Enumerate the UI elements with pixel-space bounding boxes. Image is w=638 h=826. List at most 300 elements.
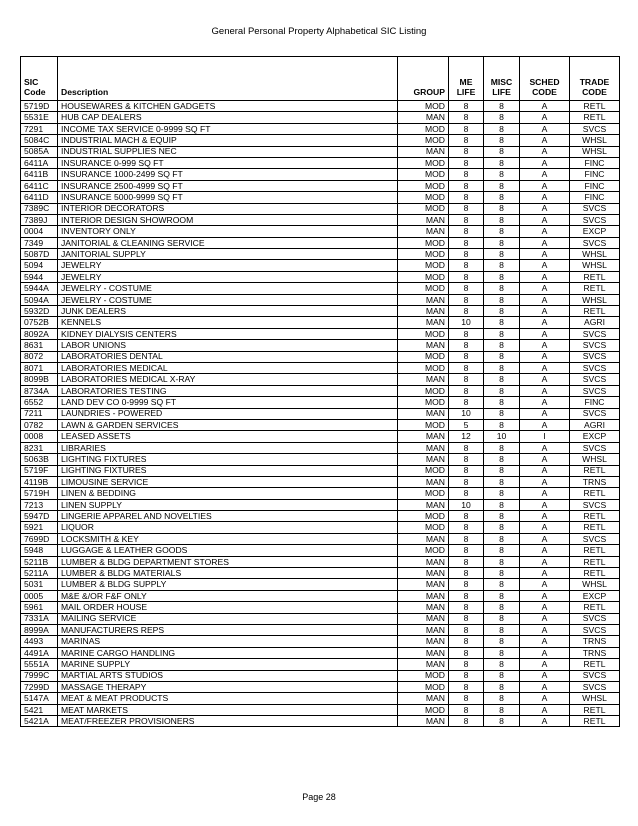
sched-code-cell: A xyxy=(520,351,570,362)
misc-life-cell: 8 xyxy=(484,112,520,123)
misc-life-cell: 8 xyxy=(484,146,520,157)
trade-code-cell: FINC xyxy=(570,180,620,191)
sched-code-cell: A xyxy=(520,659,570,670)
table-row xyxy=(21,146,620,157)
group-cell: MAN xyxy=(398,408,449,419)
group-cell: MOD xyxy=(398,101,449,112)
sic-code-cell: 0782 xyxy=(21,419,58,430)
sched-code-cell: A xyxy=(520,681,570,692)
misc-life-cell: 8 xyxy=(484,568,520,579)
me-life-cell: 8 xyxy=(449,237,484,248)
group-header: GROUP xyxy=(398,57,449,101)
sched-code-cell: A xyxy=(520,522,570,533)
description-cell: LOCKSMITH & KEY xyxy=(58,533,398,544)
trade-code-cell: RETL xyxy=(570,545,620,556)
sched-code-cell: A xyxy=(520,397,570,408)
description-cell: INDUSTRIAL SUPPLIES NEC xyxy=(58,146,398,157)
table-row xyxy=(21,385,620,396)
sic-code-cell: 5944 xyxy=(21,271,58,282)
sched-code-cell: A xyxy=(520,101,570,112)
table-row xyxy=(21,590,620,601)
description-cell: JEWELRY xyxy=(58,271,398,282)
description-cell: MARINAS xyxy=(58,636,398,647)
group-cell: MAN xyxy=(398,317,449,328)
me-life-cell: 8 xyxy=(449,681,484,692)
table-row xyxy=(21,613,620,624)
table-row xyxy=(21,579,620,590)
description-cell: LUMBER & BLDG DEPARTMENT STORES xyxy=(58,556,398,567)
table-row xyxy=(21,476,620,487)
group-cell: MOD xyxy=(398,169,449,180)
sic-code-cell: 5944A xyxy=(21,283,58,294)
me-life-cell: 8 xyxy=(449,169,484,180)
description-cell: MANUFACTURERS REPS xyxy=(58,624,398,635)
me-life-cell: 8 xyxy=(449,214,484,225)
trade-code-cell: RETL xyxy=(570,465,620,476)
trade-code-cell: TRNS xyxy=(570,647,620,658)
me-life-cell: 8 xyxy=(449,636,484,647)
sic-code-cell: 4119B xyxy=(21,476,58,487)
me-life-cell: 8 xyxy=(449,180,484,191)
trade-code-cell: RETL xyxy=(570,101,620,112)
description-cell: INTERIOR DESIGN SHOWROOM xyxy=(58,214,398,225)
description-cell: JEWELRY - COSTUME xyxy=(58,294,398,305)
table-row xyxy=(21,499,620,510)
trade-code-cell: SVCS xyxy=(570,340,620,351)
table-row xyxy=(21,214,620,225)
sched-code-cell: A xyxy=(520,260,570,271)
me-life-header-line1: ME xyxy=(459,76,473,87)
sched-code-cell: A xyxy=(520,613,570,624)
table-row xyxy=(21,454,620,465)
misc-life-cell: 8 xyxy=(484,101,520,112)
misc-life-cell: 8 xyxy=(484,590,520,601)
table-row xyxy=(21,362,620,373)
sic-code-cell: 5085A xyxy=(21,146,58,157)
misc-life-cell: 8 xyxy=(484,237,520,248)
trade-code-cell: SVCS xyxy=(570,670,620,681)
group-cell: MAN xyxy=(398,659,449,670)
sic-code-cell: 5147A xyxy=(21,693,58,704)
table-row xyxy=(21,442,620,453)
me-life-cell: 8 xyxy=(449,476,484,487)
description-cell: MEAT/FREEZER PROVISIONERS xyxy=(58,716,398,727)
group-cell: MOD xyxy=(398,670,449,681)
sched-code-cell: A xyxy=(520,716,570,727)
description-cell: LEASED ASSETS xyxy=(58,431,398,442)
sic-code-cell: 8999A xyxy=(21,624,58,635)
trade-code-cell: SVCS xyxy=(570,214,620,225)
table-row xyxy=(21,192,620,203)
description-cell: JEWELRY xyxy=(58,260,398,271)
sic-code-cell: 4493 xyxy=(21,636,58,647)
trade-code-cell: AGRI xyxy=(570,419,620,430)
me-life-cell: 8 xyxy=(449,465,484,476)
description-cell: MEAT MARKETS xyxy=(58,704,398,715)
me-life-cell: 8 xyxy=(449,192,484,203)
sic-code-cell: 5719D xyxy=(21,101,58,112)
me-life-cell: 10 xyxy=(449,408,484,419)
misc-life-cell: 8 xyxy=(484,214,520,225)
misc-life-cell: 8 xyxy=(484,442,520,453)
sched-code-cell: A xyxy=(520,545,570,556)
sic-code-cell: 5211B xyxy=(21,556,58,567)
trade-code-cell: WHSL xyxy=(570,579,620,590)
me-life-cell: 8 xyxy=(449,203,484,214)
misc-life-cell: 8 xyxy=(484,271,520,282)
misc-life-cell: 8 xyxy=(484,328,520,339)
description-cell: LIGHTING FIXTURES xyxy=(58,465,398,476)
sched-code-cell: A xyxy=(520,340,570,351)
description-cell: JUNK DEALERS xyxy=(58,306,398,317)
description-cell: INTERIOR DECORATORS xyxy=(58,203,398,214)
table-row xyxy=(21,101,620,112)
description-header: Description xyxy=(58,57,398,101)
sic-code-cell: 6411B xyxy=(21,169,58,180)
me-life-cell: 8 xyxy=(449,556,484,567)
misc-life-cell: 8 xyxy=(484,476,520,487)
group-cell: MAN xyxy=(398,602,449,613)
sched-code-cell: A xyxy=(520,511,570,522)
description-cell: INSURANCE 1000-2499 SQ FT xyxy=(58,169,398,180)
me-life-cell: 8 xyxy=(449,397,484,408)
group-cell: MAN xyxy=(398,112,449,123)
sic-code-cell: 6411C xyxy=(21,180,58,191)
table-row xyxy=(21,283,620,294)
table-row xyxy=(21,533,620,544)
me-life-cell: 8 xyxy=(449,590,484,601)
description-cell: JANITORIAL SUPPLY xyxy=(58,249,398,260)
group-cell: MAN xyxy=(398,533,449,544)
sic-code-cell: 5087D xyxy=(21,249,58,260)
table-row xyxy=(21,704,620,715)
description-cell: M&E &/OR F&F ONLY xyxy=(58,590,398,601)
trade-code-cell: EXCP xyxy=(570,431,620,442)
misc-life-cell: 8 xyxy=(484,135,520,146)
me-life-cell: 8 xyxy=(449,454,484,465)
misc-life-cell: 8 xyxy=(484,579,520,590)
group-cell: MAN xyxy=(398,476,449,487)
description-cell: LIGHTING FIXTURES xyxy=(58,454,398,465)
sched-code-cell: A xyxy=(520,203,570,214)
sched-code-cell: A xyxy=(520,249,570,260)
misc-life-cell: 8 xyxy=(484,157,520,168)
me-life-cell: 8 xyxy=(449,488,484,499)
sched-code-header-line1: SCHED xyxy=(529,76,560,87)
sched-code-cell: A xyxy=(520,419,570,430)
misc-life-cell: 8 xyxy=(484,454,520,465)
sic-code-cell: 5211A xyxy=(21,568,58,579)
table-row xyxy=(21,693,620,704)
group-cell: MAN xyxy=(398,294,449,305)
table-row xyxy=(21,112,620,123)
misc-life-cell: 8 xyxy=(484,226,520,237)
group-cell: MOD xyxy=(398,249,449,260)
me-life-cell: 8 xyxy=(449,157,484,168)
me-life-cell: 8 xyxy=(449,613,484,624)
misc-life-cell: 8 xyxy=(484,397,520,408)
sic-code-cell: 6552 xyxy=(21,397,58,408)
trade-code-cell: RETL xyxy=(570,306,620,317)
description-cell: LABORATORIES MEDICAL X-RAY xyxy=(58,374,398,385)
sic-code-cell: 0005 xyxy=(21,590,58,601)
me-life-cell: 8 xyxy=(449,146,484,157)
description-cell: MAIL ORDER HOUSE xyxy=(58,602,398,613)
group-cell: MOD xyxy=(398,351,449,362)
sic-code-cell: 7699D xyxy=(21,533,58,544)
table-row xyxy=(21,135,620,146)
group-cell: MAN xyxy=(398,590,449,601)
sched-code-cell: A xyxy=(520,385,570,396)
misc-life-cell: 8 xyxy=(484,408,520,419)
group-cell: MAN xyxy=(398,624,449,635)
sched-code-cell: A xyxy=(520,317,570,328)
table-row xyxy=(21,123,620,134)
table-row xyxy=(21,419,620,430)
misc-life-cell: 8 xyxy=(484,203,520,214)
sched-code-cell: A xyxy=(520,704,570,715)
description-cell: LINGERIE APPAREL AND NOVELTIES xyxy=(58,511,398,522)
me-life-cell: 8 xyxy=(449,670,484,681)
sched-code-cell: A xyxy=(520,454,570,465)
sic-code-cell: 6411A xyxy=(21,157,58,168)
table-row xyxy=(21,624,620,635)
sched-code-header xyxy=(520,57,570,101)
page-number: Page 28 xyxy=(302,792,336,802)
misc-life-cell: 8 xyxy=(484,533,520,544)
trade-code-cell: RETL xyxy=(570,488,620,499)
trade-code-cell: SVCS xyxy=(570,203,620,214)
group-cell: MAN xyxy=(398,454,449,465)
trade-code-cell: EXCP xyxy=(570,590,620,601)
trade-code-cell: WHSL xyxy=(570,135,620,146)
table-row xyxy=(21,157,620,168)
me-life-cell: 8 xyxy=(449,545,484,556)
me-life-cell: 8 xyxy=(449,602,484,613)
misc-life-cell: 8 xyxy=(484,306,520,317)
sic-code-cell: 8072 xyxy=(21,351,58,362)
sic-code-cell: 8631 xyxy=(21,340,58,351)
table-row xyxy=(21,681,620,692)
sched-code-cell: A xyxy=(520,442,570,453)
sic-code-cell: 4491A xyxy=(21,647,58,658)
description-cell: MEAT & MEAT PRODUCTS xyxy=(58,693,398,704)
trade-code-cell: SVCS xyxy=(570,624,620,635)
description-cell: LUMBER & BLDG SUPPLY xyxy=(58,579,398,590)
trade-code-cell: SVCS xyxy=(570,385,620,396)
table-row xyxy=(21,545,620,556)
description-cell: LAND DEV CO 0-9999 SQ FT xyxy=(58,397,398,408)
trade-code-cell: SVCS xyxy=(570,442,620,453)
description-cell: MAILING SERVICE xyxy=(58,613,398,624)
trade-code-cell: SVCS xyxy=(570,499,620,510)
table-body xyxy=(21,101,620,727)
misc-life-header-line1: MISC xyxy=(490,76,513,87)
me-life-header xyxy=(449,57,484,101)
trade-code-cell: RETL xyxy=(570,112,620,123)
misc-life-cell: 10 xyxy=(484,431,520,442)
sic-code-cell: 5961 xyxy=(21,602,58,613)
sched-code-cell: A xyxy=(520,647,570,658)
trade-code-cell: WHSL xyxy=(570,693,620,704)
sic-code-cell: 0008 xyxy=(21,431,58,442)
sic-code-cell: 5421A xyxy=(21,716,58,727)
sic-code-cell: 0752B xyxy=(21,317,58,328)
me-life-cell: 8 xyxy=(449,123,484,134)
description-cell: LIBRARIES xyxy=(58,442,398,453)
description-cell: INVENTORY ONLY xyxy=(58,226,398,237)
table-row xyxy=(21,340,620,351)
sic-code-cell: 5084C xyxy=(21,135,58,146)
me-life-cell: 8 xyxy=(449,271,484,282)
sic-code-cell: 5719F xyxy=(21,465,58,476)
misc-life-cell: 8 xyxy=(484,180,520,191)
me-life-cell: 8 xyxy=(449,522,484,533)
misc-life-cell: 8 xyxy=(484,283,520,294)
group-cell: MAN xyxy=(398,340,449,351)
misc-life-cell: 8 xyxy=(484,704,520,715)
me-life-cell: 8 xyxy=(449,226,484,237)
table-row xyxy=(21,522,620,533)
description-cell: INSURANCE 2500-4999 SQ FT xyxy=(58,180,398,191)
group-cell: MOD xyxy=(398,237,449,248)
misc-life-cell: 8 xyxy=(484,670,520,681)
me-life-cell: 8 xyxy=(449,283,484,294)
me-life-cell: 8 xyxy=(449,351,484,362)
misc-life-cell: 8 xyxy=(484,123,520,134)
group-cell: MOD xyxy=(398,397,449,408)
description-cell: LAUNDRIES - POWERED xyxy=(58,408,398,419)
group-cell: MAN xyxy=(398,716,449,727)
description-cell: KIDNEY DIALYSIS CENTERS xyxy=(58,328,398,339)
table-row xyxy=(21,226,620,237)
trade-code-cell: FINC xyxy=(570,169,620,180)
sic-code-cell: 7213 xyxy=(21,499,58,510)
trade-code-cell: RETL xyxy=(570,283,620,294)
sched-code-cell: A xyxy=(520,533,570,544)
trade-code-cell: TRNS xyxy=(570,476,620,487)
misc-life-cell: 8 xyxy=(484,499,520,510)
sched-code-cell: A xyxy=(520,362,570,373)
sic-code-header-line2: Code xyxy=(24,87,46,98)
sic-code-cell: 8071 xyxy=(21,362,58,373)
table-row xyxy=(21,169,620,180)
trade-code-cell: SVCS xyxy=(570,681,620,692)
group-cell: MOD xyxy=(398,465,449,476)
table-row xyxy=(21,180,620,191)
description-cell: MASSAGE THERAPY xyxy=(58,681,398,692)
sic-code-cell: 8231 xyxy=(21,442,58,453)
group-cell: MOD xyxy=(398,123,449,134)
table-row xyxy=(21,431,620,442)
me-life-cell: 8 xyxy=(449,647,484,658)
trade-code-cell: WHSL xyxy=(570,294,620,305)
me-life-cell: 8 xyxy=(449,693,484,704)
trade-code-header xyxy=(570,57,620,101)
table-row xyxy=(21,465,620,476)
group-cell: MOD xyxy=(398,283,449,294)
trade-code-cell: WHSL xyxy=(570,454,620,465)
table-row xyxy=(21,317,620,328)
trade-code-cell: SVCS xyxy=(570,374,620,385)
description-cell: INDUSTRIAL MACH & EQUIP xyxy=(58,135,398,146)
description-cell: LABORATORIES TESTING xyxy=(58,385,398,396)
group-cell: MAN xyxy=(398,613,449,624)
misc-life-cell: 8 xyxy=(484,385,520,396)
sched-code-cell: A xyxy=(520,602,570,613)
misc-life-cell: 8 xyxy=(484,659,520,670)
trade-code-cell: WHSL xyxy=(570,146,620,157)
sched-code-cell: A xyxy=(520,169,570,180)
group-cell: MOD xyxy=(398,419,449,430)
misc-life-cell: 8 xyxy=(484,374,520,385)
me-life-cell: 5 xyxy=(449,419,484,430)
group-cell: MAN xyxy=(398,647,449,658)
misc-life-cell: 8 xyxy=(484,351,520,362)
trade-code-cell: SVCS xyxy=(570,613,620,624)
sic-code-cell: 7389J xyxy=(21,214,58,225)
sic-code-cell: 5031 xyxy=(21,579,58,590)
sic-code-cell: 5932D xyxy=(21,306,58,317)
sched-code-cell: A xyxy=(520,590,570,601)
me-life-cell: 8 xyxy=(449,294,484,305)
sched-code-cell: A xyxy=(520,226,570,237)
table-row xyxy=(21,397,620,408)
table-row xyxy=(21,716,620,727)
trade-code-cell: RETL xyxy=(570,556,620,567)
misc-life-cell: 8 xyxy=(484,362,520,373)
group-cell: MAN xyxy=(398,226,449,237)
sic-code-cell: 5948 xyxy=(21,545,58,556)
group-cell: MAN xyxy=(398,579,449,590)
description-cell: LABORATORIES MEDICAL xyxy=(58,362,398,373)
group-cell: MAN xyxy=(398,499,449,510)
sched-code-cell: A xyxy=(520,271,570,282)
description-cell: INCOME TAX SERVICE 0-9999 SQ FT xyxy=(58,123,398,134)
sic-code-header-line1: SIC xyxy=(24,76,39,87)
me-life-cell: 8 xyxy=(449,659,484,670)
sched-code-header-line2: CODE xyxy=(532,87,557,98)
sched-code-cell: A xyxy=(520,624,570,635)
trade-code-cell: SVCS xyxy=(570,408,620,419)
group-cell: MAN xyxy=(398,374,449,385)
trade-code-cell: WHSL xyxy=(570,249,620,260)
trade-code-cell: RETL xyxy=(570,716,620,727)
sched-code-cell: A xyxy=(520,112,570,123)
me-life-cell: 8 xyxy=(449,511,484,522)
description-cell: MARTIAL ARTS STUDIOS xyxy=(58,670,398,681)
table-row xyxy=(21,237,620,248)
misc-life-cell: 8 xyxy=(484,260,520,271)
description-cell: JANITORIAL & CLEANING SERVICE xyxy=(58,237,398,248)
sic-code-cell: 5094A xyxy=(21,294,58,305)
trade-code-cell: FINC xyxy=(570,397,620,408)
group-cell: MAN xyxy=(398,146,449,157)
table-row xyxy=(21,556,620,567)
sic-code-cell: 5551A xyxy=(21,659,58,670)
trade-code-cell: RETL xyxy=(570,568,620,579)
misc-life-cell: 8 xyxy=(484,602,520,613)
sched-code-cell: A xyxy=(520,180,570,191)
trade-code-cell: TRNS xyxy=(570,636,620,647)
sic-code-cell: 0004 xyxy=(21,226,58,237)
table-row xyxy=(21,670,620,681)
trade-code-cell: SVCS xyxy=(570,351,620,362)
sched-code-cell: A xyxy=(520,192,570,203)
group-cell: MAN xyxy=(398,431,449,442)
group-cell: MOD xyxy=(398,157,449,168)
table-row xyxy=(21,249,620,260)
